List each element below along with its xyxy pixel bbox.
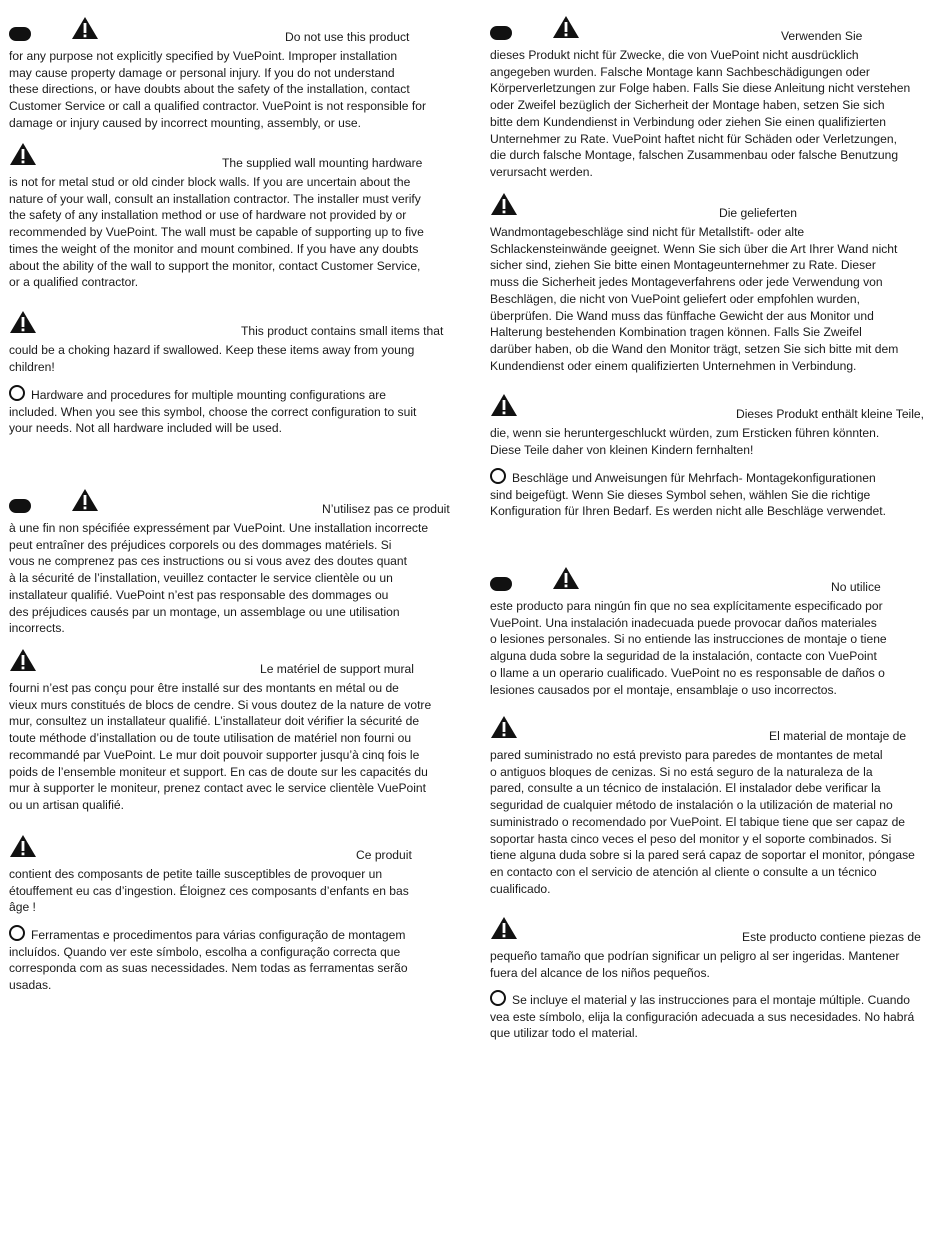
text-line: VuePoint. Una instalación inadecuada puede provocar daños materiales (490, 615, 877, 630)
text-line: Se incluye el material y las instrucciones para el montaje múltiple. Cuando (512, 993, 910, 1007)
es-wall-text (490, 747, 942, 897)
es-choking-text (490, 948, 942, 981)
text-line: pared suministrado no está previsto para paredes de montantes de metal (490, 748, 883, 762)
warning-triangle-icon (490, 192, 518, 216)
text-line: vea este símbolo, elija la configuración adecuada a sus necesidades. No habrá (490, 1009, 915, 1024)
text-line: alguna duda sobre la seguridad de la instalación, contacte con VuePoint (490, 649, 877, 664)
text-line: is not for metal stud or old cinder block walls. If you are uncertain about the (9, 175, 411, 189)
text-line: fourni n’est pas conçu pour être installé sur des montants en métal ou de (9, 681, 399, 695)
warning-triangle-icon (490, 393, 518, 417)
text-line: vous ne comprenez pas ces instructions ou si vous avez des doutes quant (9, 554, 407, 569)
text-line: que utilizar todo el material. (490, 1026, 638, 1041)
warning-triangle-icon (71, 16, 99, 40)
text-line: o antiguos bloques de cenizas. Si no está seguro de la naturaleza de la (490, 764, 873, 779)
fr-wall-text (9, 680, 461, 814)
text-line: cualificado. (490, 881, 551, 896)
en-wall-text (9, 174, 461, 291)
text-line: your needs. Not all hardware included will be used. (9, 421, 282, 436)
fr-choking-text (9, 866, 461, 916)
en-warning-wall (9, 146, 461, 291)
de-misuse-text (490, 47, 942, 181)
text-line: incluídos. Quando ver este símbolo, escolha a configuração correcta que (9, 944, 401, 959)
text-line: suministrado o recomendado por VuePoint. El tabique tiene que ser capaz de (490, 814, 906, 829)
de-choking-heading: Dieses Produkt enthält kleine Teile, (736, 407, 925, 421)
language-marker-icon (490, 26, 512, 40)
fr-warning-choking (9, 838, 461, 916)
en-config-text (9, 385, 461, 437)
text-line: installateur qualifié. VuePoint n’est pas responsable des dommages ou (9, 587, 389, 602)
en-wall-heading: The supplied wall mounting hardware (222, 156, 423, 170)
de-wall-heading: Die gelieferten (719, 206, 797, 220)
text-line: à une fin non spécifiée expressément par VuePoint. Une installation incorrecte (9, 521, 429, 535)
es-config-note (490, 990, 942, 1042)
fr-misuse-heading: N’utilisez pas ce produit (322, 502, 450, 516)
text-line: angegeben wurden. Falsche Montage kann Sachbeschädigungen oder (490, 64, 870, 79)
text-line: could be a choking hazard if swallowed. Keep these items away from young (9, 343, 415, 357)
warning-triangle-icon (490, 916, 518, 940)
config-circle-icon (490, 468, 506, 484)
text-line: o lesiones personales. Si no entiende las instrucciones de montaje o tiene (490, 632, 887, 647)
text-line: Halterung bestehenden Kombination tragen können. Falls Sie Zweifel (490, 325, 862, 340)
en-misuse-text (9, 48, 461, 132)
fr-warning-misuse (9, 492, 461, 637)
text-line: recommended by VuePoint. The wall must be capable of supporting up to five (9, 225, 424, 240)
text-line: these directions, or have doubts about the safety of the installation, contact (9, 82, 410, 97)
text-line: pared, consulte a un técnico de instalación. El instalador debe verificar la (490, 781, 881, 796)
text-line: usadas. (9, 978, 52, 993)
en-choking-text (9, 342, 461, 375)
de-warning-misuse (490, 19, 942, 181)
text-line: seguridad de cualquier método de instalación o la utilización de material no (490, 798, 893, 813)
text-line: sicher sind, ziehen Sie bitte einen Montageunternehmer zu Rate. Dieser (490, 258, 876, 273)
text-line: este producto para ningún fin que no sea explícitamente especificado por (490, 599, 883, 613)
pt-config-text (9, 925, 461, 994)
text-line: Beschlägen, die nicht von VuePoint geliefert oder empfohlen wurden, (490, 291, 860, 306)
text-line: Hardware and procedures for multiple mounting configurations are (31, 388, 386, 402)
text-line: fuera del alcance de los niños pequeños. (490, 965, 710, 980)
text-line: étouffement eu cas d’ingestion. Éloignez ces composants d’enfants en bas (9, 883, 409, 898)
text-line: recommandé par VuePoint. Le mur doit pouvoir supporter jusqu’à cinq fois le (9, 747, 420, 762)
text-line: Körperverletzungen zur Folge haben. Falls Sie diese Anleitung nicht verstehen (490, 81, 911, 96)
text-line: mur à supporter le moniteur, prenez contact avec le service clientèle VuePoint (9, 781, 427, 796)
text-line: contient des composants de petite taille susceptibles de provoquer un (9, 867, 383, 881)
text-line: toute méthode d’installation ou de toute utilisation de matériel non fourni ou (9, 731, 412, 746)
text-line: mur, consultez un installateur qualifié. L’installateur doit vérifier la sécurité de (9, 714, 420, 729)
text-line: poids de l’ensemble moniteur et support. En cas de doute sur les capacités du (9, 764, 428, 779)
pt-config-note (9, 925, 461, 994)
es-warning-misuse (490, 570, 942, 698)
es-config-text (490, 990, 942, 1042)
warning-triangle-icon (9, 834, 37, 858)
de-warning-choking (490, 397, 942, 458)
de-warning-wall (490, 196, 942, 374)
fr-choking-heading: Ce produit (356, 848, 412, 862)
text-line: vieux murs constitués de blocs de cendre. Si vous doutez de la nature de votre (9, 697, 432, 712)
language-marker-icon (9, 499, 31, 513)
language-marker-icon (490, 577, 512, 591)
text-line: ou un artisan qualifié. (9, 797, 124, 812)
es-choking-heading: Este producto contiene piezas de (742, 930, 921, 944)
text-line: en contacto con el servicio de atención al cliente o consulte a un técnico (490, 864, 877, 879)
fr-misuse-text (9, 520, 461, 637)
text-line: the safety of any installation method or use of hardware not provided by or (9, 208, 407, 223)
en-warning-choking (9, 314, 461, 375)
es-misuse-text (490, 598, 942, 698)
text-line: verursacht werden. (490, 164, 593, 179)
text-line: Beschläge und Anweisungen für Mehrfach- Montagekonfigurationen (512, 471, 876, 485)
text-line: Unternehmer zu Rate. VuePoint haftet nicht für Schäden oder Verletzungen, (490, 131, 897, 146)
text-line: for any purpose not explicitly specified by VuePoint. Improper installation (9, 49, 398, 63)
fr-warning-wall (9, 652, 461, 814)
text-line: muss die Sicherheit jedes Montageverfahrens oder jede Verwendung von (490, 275, 883, 290)
text-line: pequeño tamaño que podrían significar un peligro al ser ingeridas. Mantener (490, 949, 900, 963)
text-line: may cause property damage or personal injury. If you do not understand (9, 65, 395, 80)
text-line: about the ability of the wall to support the monitor, contact Customer Service, (9, 258, 421, 273)
warning-triangle-icon (552, 15, 580, 39)
text-line: des préjudices causés par un montage, un assemblage ou une utilisation (9, 604, 400, 619)
es-wall-heading: El material de montaje de (769, 729, 907, 743)
text-line: children! (9, 359, 55, 374)
de-choking-text (490, 425, 942, 458)
config-circle-icon (490, 990, 506, 1006)
text-line: soportar hasta cinco veces el peso del monitor y el soporte combinados. Si (490, 831, 892, 846)
warning-triangle-icon (71, 488, 99, 512)
en-config-note (9, 385, 461, 437)
text-line: included. When you see this symbol, choose the correct configuration to suit (9, 404, 417, 419)
en-warning-misuse (9, 20, 461, 132)
es-warning-wall (490, 719, 942, 897)
text-line: Kundendienst oder einem qualifizierten Unternehmen in Verbindung. (490, 358, 857, 373)
config-circle-icon (9, 385, 25, 401)
text-line: überprüfen. Die Wand muss das fünffache Gewicht der aus Monitor und (490, 308, 874, 323)
text-line: dieses Produkt nicht für Zwecke, die von VuePoint nicht ausdrücklich (490, 48, 859, 62)
en-choking-heading: This product contains small items that (241, 324, 444, 338)
text-line: times the weight of the monitor and mount combined. If you have any doubts (9, 241, 419, 256)
fr-wall-heading: Le matériel de support mural (260, 662, 414, 676)
text-line: damage or injury caused by incorrect mounting, assembly, or use. (9, 115, 362, 130)
text-line: peut entraîner des préjudices corporels ou des dommages matériels. Si (9, 537, 392, 552)
text-line: die, wenn sie heruntergeschluckt würden, zum Ersticken führen könnten. (490, 426, 880, 440)
warning-triangle-icon (9, 310, 37, 334)
text-line: o llame a un operario cualificado. VuePoint no es responsable de daños o (490, 665, 885, 680)
text-line: or a qualified contractor. (9, 275, 139, 290)
text-line: corresponda com as suas necessidades. Nem todas as ferramentas serão (9, 961, 408, 976)
text-line: âge ! (9, 900, 36, 915)
text-line: Ferramentas e procedimentos para várias configuração de montagem (31, 928, 406, 942)
text-line: Wandmontagebeschläge sind nicht für Metallstift- oder alte (490, 225, 805, 239)
de-config-text (490, 468, 942, 520)
en-misuse-heading: Do not use this product (285, 30, 410, 44)
text-line: tiene alguna duda sobre si la pared será capaz de soportar el monitor, póngase (490, 848, 915, 863)
de-config-note (490, 468, 942, 520)
text-line: nature of your wall, consult an installation contractor. The installer must verify (9, 191, 421, 206)
text-line: darüber haben, ob die Wand den Monitor trägt, setzen Sie sich bitte mit dem (490, 341, 899, 356)
warning-triangle-icon (490, 715, 518, 739)
text-line: à la sécurité de l’installation, veuillez contacter le service clientèle ou un (9, 571, 393, 586)
config-circle-icon (9, 925, 25, 941)
text-line: Schlackensteinwände geeignet. Wenn Sie sich über die Art Ihrer Wand nicht (490, 241, 898, 256)
text-line: Customer Service or call a qualified contractor. VuePoint is not responsible for (9, 99, 426, 114)
warning-triangle-icon (9, 142, 37, 166)
es-warning-choking (490, 920, 942, 981)
language-marker-icon (9, 27, 31, 41)
es-misuse-heading: No utilice (831, 580, 881, 594)
text-line: incorrects. (9, 621, 65, 636)
text-line: Diese Teile daher von kleinen Kindern fernhalten! (490, 442, 754, 457)
text-line: bitte dem Kundendienst in Verbindung oder ziehen Sie einen qualifizierten (490, 114, 887, 129)
text-line: die durch falsche Montage, falschen Zusammenbau oder falsche Benutzung (490, 148, 899, 163)
text-line: sind beigefügt. Wenn Sie dieses Symbol sehen, wählen Sie die richtige (490, 487, 871, 502)
de-misuse-heading: Verwenden Sie (781, 29, 863, 43)
text-line: Konfiguration für Ihren Bedarf. Es werden nicht alle Beschläge verwendet. (490, 504, 886, 519)
text-line: lesiones causados por el montaje, ensamblaje o uso incorrectos. (490, 682, 837, 697)
text-line: oder Zweifel bezüglich der Sicherheit der Montage haben, setzen Sie sich (490, 98, 885, 113)
warning-triangle-icon (552, 566, 580, 590)
warning-triangle-icon (9, 648, 37, 672)
de-wall-text (490, 224, 942, 374)
